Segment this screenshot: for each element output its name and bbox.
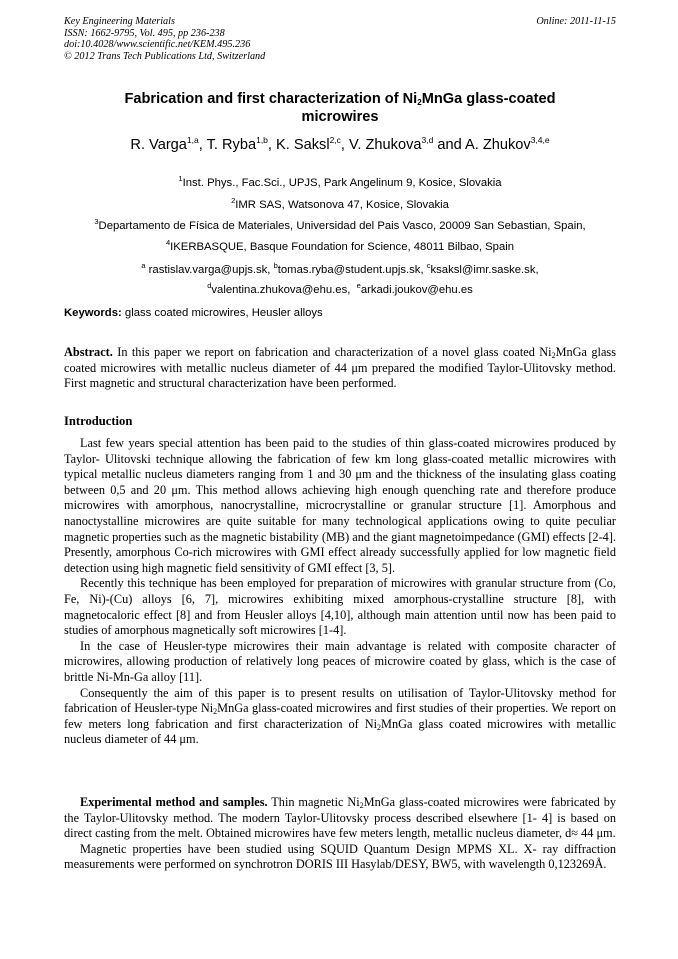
intro-text: MnGa glass-coated microwires and first studies of their properties. We report on few meters long fabrication and first characterization of Ni: [64, 701, 616, 731]
author-name: T. Ryba: [206, 136, 257, 153]
author-separator: ,: [340, 136, 350, 153]
abstract: [64, 345, 616, 392]
keywords-label: Keywords:: [64, 307, 122, 319]
title-subscript: 2: [417, 98, 422, 107]
abstract-label: Abstract.: [64, 345, 113, 359]
affiliation-1: [50, 172, 630, 190]
journal-name: Key Engineering Materials: [64, 16, 175, 27]
journal-copyright: © 2012 Trans Tech Publications Ltd, Switzerland: [64, 50, 266, 62]
abstract-text: MnGa glass coated microwires with metallic nucleus diameter of 44 μm prepared the modified Taylor-Ulitovsky method. First magnetic and structural characterization have been performed.: [64, 345, 617, 391]
author-name: K. Saksl: [276, 136, 330, 153]
intro-text: MnGa glass coated microwires with metallic nucleus diameter of 44 μm.: [64, 716, 616, 747]
title-part-2: MnGa glass-coated: [421, 91, 556, 107]
online-date: Online: 2011-11-15: [536, 16, 616, 27]
experimental-label: Experimental method and samples.: [80, 795, 268, 809]
title-line-2: microwires: [301, 109, 379, 125]
author-affiliation-mark: 3,4,e: [530, 135, 550, 145]
paper-title: [64, 90, 616, 126]
introduction-body: [64, 436, 616, 748]
email-b: tomas.ryba@student.upjs.sk,: [277, 263, 424, 276]
author-affiliation-mark: 1,b: [256, 135, 268, 145]
affiliation-number: 3: [94, 217, 99, 226]
author-name: A. Zhukov: [464, 136, 531, 153]
email-c: ksaksl@imr.saske.sk,: [430, 263, 539, 276]
author-name: R. Varga: [130, 136, 187, 153]
experimental-section: [64, 795, 616, 873]
email-e: arkadi.joukov@ehu.es: [360, 283, 473, 296]
subscript: 2: [377, 722, 382, 732]
affiliation-text: IKERBASQUE, Basque Foundation for Science, 48011 Bilbao, Spain: [170, 240, 515, 253]
abstract-text: In this paper we report on fabrication and characterization of a novel glass coated Ni: [117, 345, 552, 359]
author-separator: ,: [267, 136, 277, 153]
affiliation-number: 1: [178, 174, 183, 183]
author-affiliation-mark: 1,a: [186, 135, 199, 145]
affiliation-number: 2: [231, 196, 236, 205]
subscript: 2: [213, 707, 218, 717]
keywords-text: glass coated microwires, Heusler alloys: [124, 307, 323, 319]
author-emails: $^a$ rastislav.varga@upjs.sk, $^b$tomas.ryba@student.upjs.sk, $^c$ksaksl@imr.saske.sk, $^d$valentina.zhukova@ehu.es, $^e$arkadi.joukov@ehu.es: [141, 261, 539, 296]
introduction-heading: Introduction: [64, 414, 133, 428]
affiliation-2: [50, 194, 630, 212]
affiliation-text: IMR SAS, Watsonova 47, Kosice, Slovakia: [235, 198, 449, 211]
affiliation-3: [50, 215, 630, 233]
subscript: 2: [551, 351, 556, 360]
intro-paragraph: Last few years special attention has been paid to the studies of thin glass-coated microwires produced by Taylor- Ulitovski technique allowing the fabrication of few km long glass-coated metallic microwires with typical metallic nucleus diameters ranging from 1 and 30 μm and the thickness of the insulating glass coating between 0,5 and 20 μm. This method allows achieving high enough quenching rate and therefore produce microwires with amorphous, nanocrystalline, microcrystalline or granular structure [1]. Amorphous and nanoctystalline microwires are quite suitable for many technological applications owing to quite peculiar magnetic properties such as the magnetic bistability (MB) and the giant magnetoimpedance (GMI) effects [2-4]. Presently, amorphous Co-rich microwires with GMI effect already successfully applied for low magnetic field detection using high magnetic field sensitivity of GMI effect [3, 5].: [64, 436, 616, 575]
intro-paragraph: In the case of Heusler-type microwires their main advantage is related with composite character of microwires, allowing production of relatively long peaces of microwire coated by glass, which is the case of brittle Ni-Mn-Ga alloy [11].: [64, 638, 616, 684]
intro-paragraph: [64, 686, 616, 748]
experimental-text: Thin magnetic Ni: [271, 795, 360, 809]
author-separator: and: [433, 136, 465, 153]
keywords: [64, 306, 616, 320]
experimental-paragraph: Magnetic properties have been studied using SQUID Quantum Design MPMS XL. X- ray diffraction measurements were performed on synchrotron DORIS III Hasylab/DESY, BW5, with wavelength 0,123269Å.: [64, 841, 616, 872]
intro-paragraph: Recently this technique has been employed for preparation of microwires with granular structure from (Co, Fe, Ni)-(Cu) alloys [6, 7], microwires exhibiting mixed amorphous-crystalline structure [8], with magnetocaloric effect [8] and from Heusler alloys [4,10], although main attention until now has been paid to studies of amorphous magnetically soft microwires [1-4].: [64, 576, 616, 638]
author-affiliation-mark: 2,c: [329, 135, 341, 145]
affiliation-text: Departamento de Física de Materiales, Universidad del Pais Vasco, 20009 San Sebastian, Spain,: [98, 219, 586, 232]
journal-doi: doi:10.4028/www.scientific.net/KEM.495.236: [64, 39, 251, 51]
email-a: rastislav.varga@upjs.sk,: [148, 263, 271, 276]
affiliation-text: Inst. Phys., Fac.Sci., UPJS, Park Angelinum 9, Kosice, Slovakia: [182, 176, 502, 189]
author-separator: ,: [198, 136, 207, 153]
intro-text: Consequently the aim of this paper is to present results on utilisation of Taylor-Ulitovsky method for fabrication of Heusler-type Ni: [64, 685, 616, 716]
subscript: 2: [359, 801, 364, 810]
email-d: valentina.zhukova@ehu.es,: [211, 283, 351, 296]
author-list: [64, 130, 616, 155]
author-affiliation-mark: 3,d: [421, 135, 434, 145]
affiliation-number: 4: [165, 238, 171, 247]
title-part-1: Fabrication and first characterization of Ni: [124, 91, 418, 107]
journal-issn: ISSN: 1662-9795, Vol. 495, pp 236-238: [64, 27, 225, 39]
affiliation-4: [50, 236, 630, 254]
experimental-text: MnGa glass-coated microwires were fabricated by the Taylor-Ulitovsky method. The modern Taylor-Ulitovsky process described elsewhere [1- 4] is based on direct casting from the melt. Obtained microwires have few meters length, metallic nucleus diameter, d≈ 44 μm.: [64, 795, 616, 841]
journal-info: [64, 16, 265, 62]
author-name: V. Zhukova: [349, 136, 422, 153]
